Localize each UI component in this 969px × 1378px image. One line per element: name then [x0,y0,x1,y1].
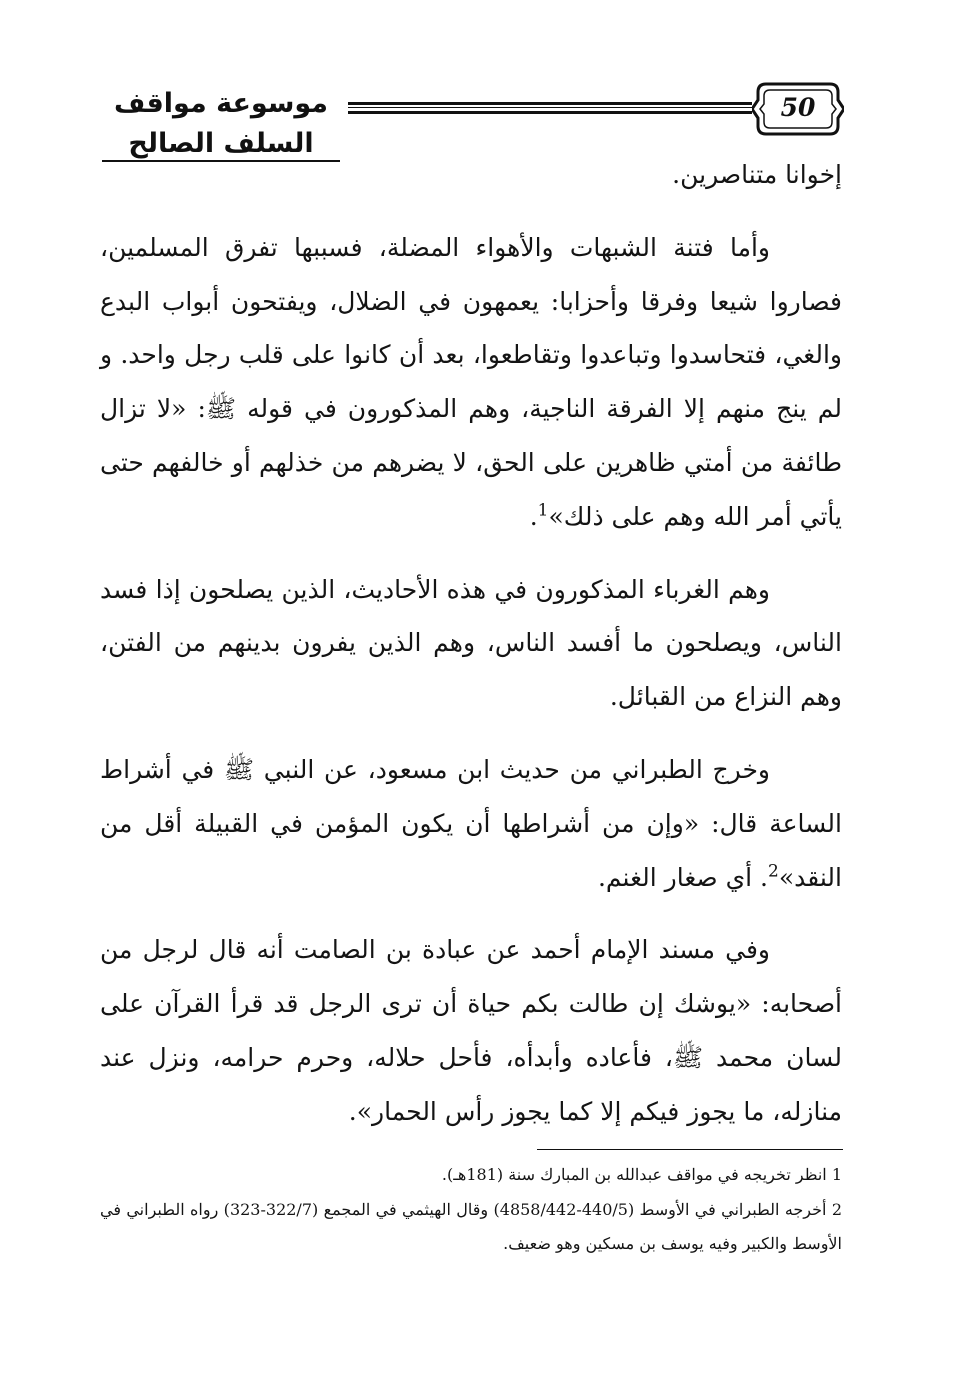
footnote-ref-2[interactable]: 2 [768,861,779,882]
book-title: موسوعة مواقف السلف الصالح [96,84,346,164]
paragraph-4-tail: . أي صغار الغنم. [597,862,768,892]
footnote-2: 2 أخرجه الطبراني في الأوسط (440/5-4858/442) وقال الهيثمي في المجمع (322/7-323) رواه الطبراني في الأوسط والكبير وفيه يوسف بن مسكين وهو ضعيف. [100,1199,843,1253]
footnote-separator [537,1149,843,1150]
paragraph-4-text: وخرج الطبراني من حديث ابن مسعود، عن النبي ﷺ في أشراط الساعة قال: «وإن من أشراطها أن يكون المؤمن في القبيلة أقل من النقد» [100,754,842,892]
footnotes [100,1158,842,1262]
paragraph-2-tail: . [529,501,538,531]
body-text [100,148,842,1139]
paragraph-2 [100,221,842,544]
footnote-ref-1[interactable]: 1 [537,500,549,521]
page-number: 50 [780,93,816,122]
page-header [96,78,844,159]
paragraph-5: وفي مسند الإمام أحمد عن عبادة بن الصامت أنه قال لرجل من أصحابه: «يوشك إن طالت بكم حياة أن ترى الرجل قد قرأ القرآن على لسان محمد ﷺ، فأعاده وأبدأه، فأحل حلاله، وحرم حرامه، ونزل عند منازله، ما يجوز فيكم إلا كما يجوز رأس الحمار». [100,935,842,1126]
paragraph-3: وهم الغرباء المذكورون في هذه الأحاديث، الذين يصلحون إذا فسد الناس، ويصلحون ما أفسد الناس، وهم الذين يفرون بدينهم من الفتن، وهم النزاع من القبائل. [100,574,842,712]
header-rule [348,102,752,114]
paragraph-4 [100,743,842,904]
page-number-badge [752,78,844,140]
footnote-1: 1 انظر تخريجه في مواقف عبدالله بن المبارك سنة (181هـ). [441,1165,842,1184]
paragraph-1: إخوانا متناصرين. [672,160,842,189]
paragraph-2-text: وأما فتنة الشبهات والأهواء المضلة، فسببها تفرق المسلمين، فصاروا شيعا وفرقا وأحزابا: يعمهون في الضلال، ويفتحون أبواب البدع والغي، فتحاسدوا وتباعدوا وتقاطعوا، بعد أن كانوا على قلب رجل واحد. و لم ينج منهم إلا الفرقة الناجية، وهم المذكورون في قوله ﷺ: «لا تزال طائفة من أمتي ظاهرين على الحق، لا يضرهم من خذلهم أو خالفهم حتى يأتي أمر الله وهم على ذلك» [100,232,842,531]
